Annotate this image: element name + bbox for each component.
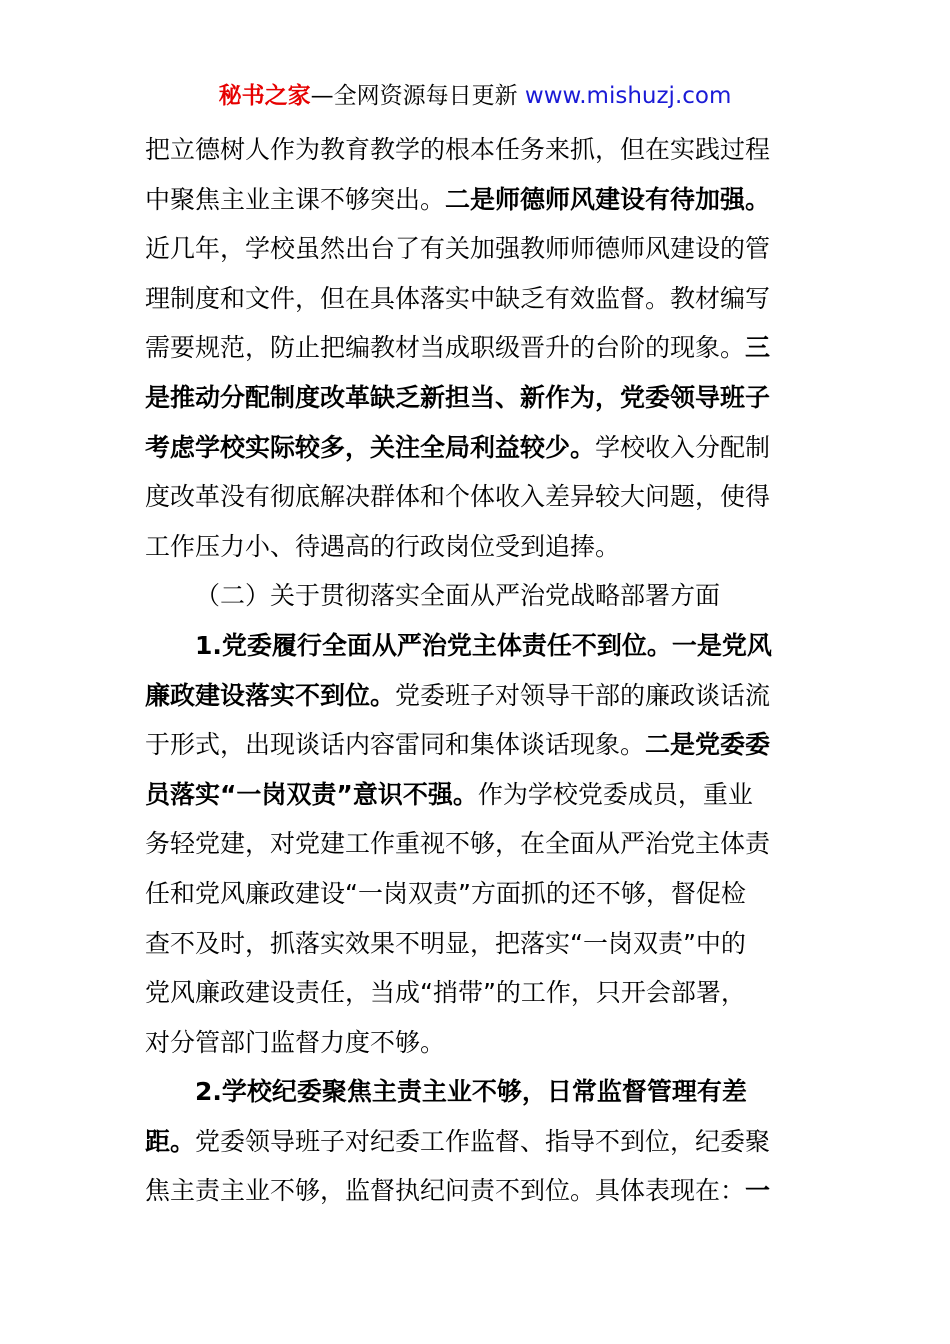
text-segment: 党风廉政建设责任，当成“捎带”的工作，只开会部署， bbox=[145, 978, 746, 1008]
text-line bbox=[145, 571, 807, 621]
text-line bbox=[145, 1117, 807, 1167]
text-segment: 查不及时，抓落实效果不明显，把落实“一岗双责”中的 bbox=[145, 928, 746, 958]
bold-text-segment: 1.党委履行全面从严治党主体责任不到位。一是党风 bbox=[195, 630, 772, 660]
bold-text-segment: 二是党委委 bbox=[645, 730, 771, 760]
text-line bbox=[145, 1067, 807, 1117]
text-line bbox=[145, 224, 807, 274]
text-segment: （二）关于贯彻落实全面从严治党战略部署方面 bbox=[195, 581, 721, 611]
text-line bbox=[145, 720, 807, 770]
text-segment: 工作压力小、待遇高的行政岗位受到追捧。 bbox=[145, 531, 621, 561]
text-line bbox=[145, 125, 807, 175]
text-line bbox=[145, 323, 807, 373]
bold-text-segment: 考虑学校实际较多，关注全局利益较少。 bbox=[145, 432, 596, 462]
text-line bbox=[145, 819, 807, 869]
text-line bbox=[145, 770, 807, 820]
text-line bbox=[145, 1018, 807, 1068]
document-body bbox=[145, 125, 807, 1216]
text-line bbox=[145, 274, 807, 324]
text-segment: 中聚焦主业主课不够突出。 bbox=[145, 184, 446, 214]
bold-text-segment: 三 bbox=[745, 333, 771, 363]
text-segment: 近几年，学校虽然出台了有关加强教师师德师风建设的管 bbox=[145, 234, 771, 264]
bold-text-segment: 一 bbox=[745, 1176, 771, 1206]
site-tagline: —全网资源每日更新 bbox=[310, 83, 525, 109]
text-segment: 焦主责主业不够，监督执纪问责不到位。具体表现在： bbox=[145, 1176, 746, 1206]
bold-text-segment: 员落实“一岗双责”意识不强。 bbox=[145, 779, 478, 809]
bold-text-segment: 2.学校纪委聚焦主责主业不够，日常监督管理有差 bbox=[195, 1077, 747, 1107]
site-brand: 秘书之家 bbox=[218, 83, 311, 109]
text-segment: 务轻党建，对党建工作重视不够，在全面从严治党主体责 bbox=[145, 829, 771, 859]
text-line bbox=[145, 423, 807, 473]
text-line bbox=[145, 1166, 807, 1216]
text-line bbox=[145, 968, 807, 1018]
text-segment: 需要规范，防止把编教材当成职级晋升的台阶的现象。 bbox=[145, 333, 746, 363]
text-segment: 作为学校党委成员，重业 bbox=[477, 779, 753, 809]
site-header bbox=[0, 78, 950, 114]
text-line bbox=[145, 373, 807, 423]
text-line bbox=[145, 869, 807, 919]
bold-text-segment: 距。 bbox=[145, 1126, 196, 1156]
text-line bbox=[145, 621, 807, 671]
text-segment: 学校收入分配制 bbox=[595, 432, 771, 462]
text-segment: 理制度和文件，但在具体落实中缺乏有效监督。教材编写 bbox=[145, 283, 771, 313]
text-segment: 党委班子对领导干部的廉政谈话流 bbox=[395, 680, 771, 710]
text-segment: 把立德树人作为教育教学的根本任务来抓，但在实践过程 bbox=[145, 135, 771, 164]
text-segment: 党委领导班子对纪委工作监督、指导不到位，纪委聚 bbox=[195, 1126, 771, 1156]
bold-text-segment: 二是师德师风建设有待加强。 bbox=[445, 184, 771, 214]
text-segment: 于形式，出现谈话内容雷同和集体谈话现象。 bbox=[145, 730, 646, 760]
text-segment: 任和党风廉政建设“一岗双责”方面抓的还不够，督促检 bbox=[145, 878, 746, 908]
text-segment: 度改革没有彻底解决群体和个体收入差异较大问题，使得 bbox=[145, 482, 771, 512]
text-segment: 对分管部门监督力度不够。 bbox=[145, 1027, 446, 1057]
bold-text-segment: 廉政建设落实不到位。 bbox=[145, 680, 396, 710]
text-line bbox=[145, 522, 807, 572]
text-line bbox=[145, 472, 807, 522]
text-line bbox=[145, 175, 807, 225]
text-line bbox=[145, 919, 807, 969]
text-line bbox=[145, 671, 807, 721]
site-url-link[interactable]: www.mishuzj.com bbox=[524, 83, 732, 109]
bold-text-segment: 是推动分配制度改革缺乏新担当、新作为，党委领导班子 bbox=[145, 382, 771, 412]
